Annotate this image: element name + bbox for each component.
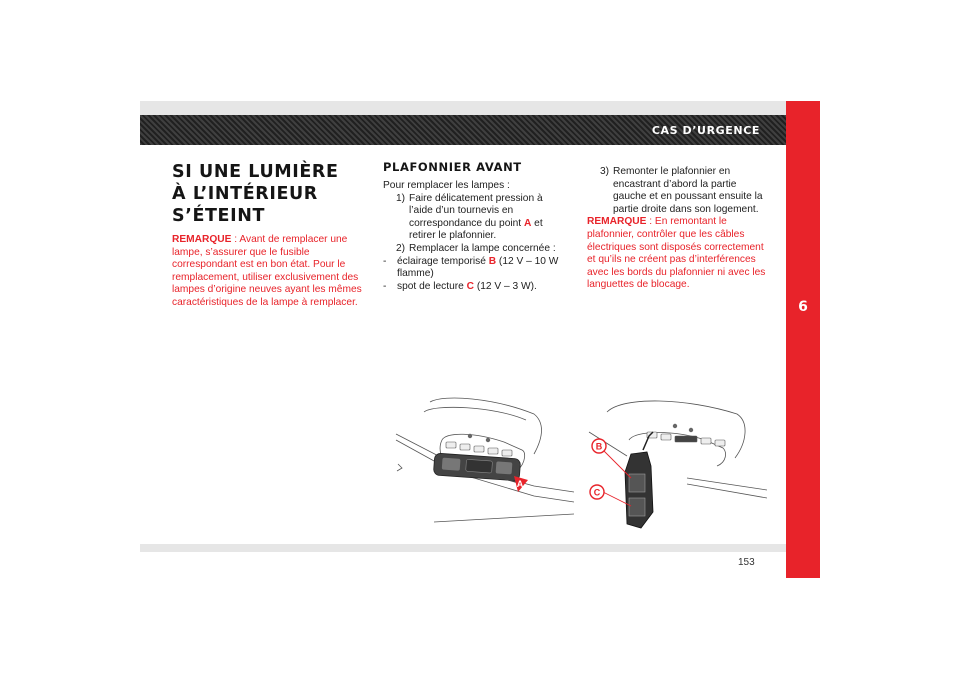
- step-number: 3): [599, 166, 609, 177]
- step-2: [383, 243, 568, 256]
- reassembly-column: [587, 166, 772, 292]
- callout-c: C: [593, 487, 601, 498]
- lamp-bullet-b: [383, 256, 568, 281]
- bullet-text-part: (12 V – 3 W).: [474, 280, 537, 292]
- bullet-dash: -: [383, 255, 387, 267]
- bullet-text: [397, 281, 568, 294]
- step-text-part: Faire délicatement pression à l’aide d’un tournevis en correspondance du point: [409, 192, 543, 229]
- note-text: : Avant de remplacer une lampe, s’assurer que le fusible correspondant est en bon état. Pour le remplacement, utiliser exclusivement des lampes d’origine neuves ayant les mêmes caractéristiques de la lampe à remplacer.: [172, 234, 362, 308]
- chapter-number: 6: [798, 299, 808, 315]
- step-1: [383, 193, 568, 243]
- marker-b: B: [488, 255, 497, 267]
- subsection-title: PLAFONNIER AVANT: [383, 160, 522, 174]
- replacement-note: [172, 234, 377, 310]
- step-number: 1): [395, 192, 405, 204]
- instructions-column: [383, 180, 568, 293]
- bullet-text: [397, 256, 568, 281]
- section-title-line: SI UNE LUMIÈRE: [172, 162, 339, 182]
- chapter-title: CAS D’URGENCE: [651, 124, 760, 137]
- page-number: 153: [738, 557, 755, 568]
- marker-a: A: [523, 217, 532, 229]
- instructions-intro: Pour remplacer les lampes :: [383, 180, 510, 191]
- step-3: [587, 166, 772, 216]
- reassembly-note: [587, 216, 772, 292]
- bullet-dash: -: [383, 280, 387, 292]
- footer-band: [140, 544, 786, 552]
- bullet-text-part: (12 V – 10 W flamme): [397, 255, 559, 280]
- callout-a: A: [516, 479, 524, 489]
- note-label: REMARQUE: [587, 216, 647, 228]
- section-title-line: À L’INTÉRIEUR: [172, 184, 318, 204]
- callout-b: B: [595, 441, 603, 452]
- chapter-tab: [786, 101, 820, 578]
- step-text: Remplacer la lampe concernée :: [409, 242, 556, 254]
- step-text: [409, 193, 568, 243]
- bullet-text-part: éclairage temporisé: [397, 255, 489, 267]
- step-text: Remonter le plafonnier en encastrant d’abord la partie gauche et en poussant ensuite la partie droite dans son logement.: [613, 166, 763, 215]
- step-text-part: et retirer le plafonnier.: [409, 217, 543, 242]
- lamp-bullet-c: [383, 281, 568, 294]
- step-number: 2): [395, 242, 405, 254]
- dome-light-lamps-illustration: [587, 392, 767, 532]
- header-top-band: [140, 101, 786, 115]
- chapter-header-bar: [140, 115, 786, 145]
- marker-c: C: [466, 280, 475, 292]
- section-title: [172, 161, 362, 227]
- dome-light-removal-illustration: [394, 392, 574, 524]
- section-title-line: S’ÉTEINT: [172, 206, 265, 226]
- bullet-text-part: spot de lecture: [397, 280, 467, 292]
- note-label: REMARQUE: [172, 234, 232, 245]
- note-text: : En remontant le plafonnier, contrôler que les câbles électriques sont disposés correctement et qu’ils ne créent pas d’interférences avec les bords du plafonnier ni avec les languettes de blocage.: [587, 216, 766, 291]
